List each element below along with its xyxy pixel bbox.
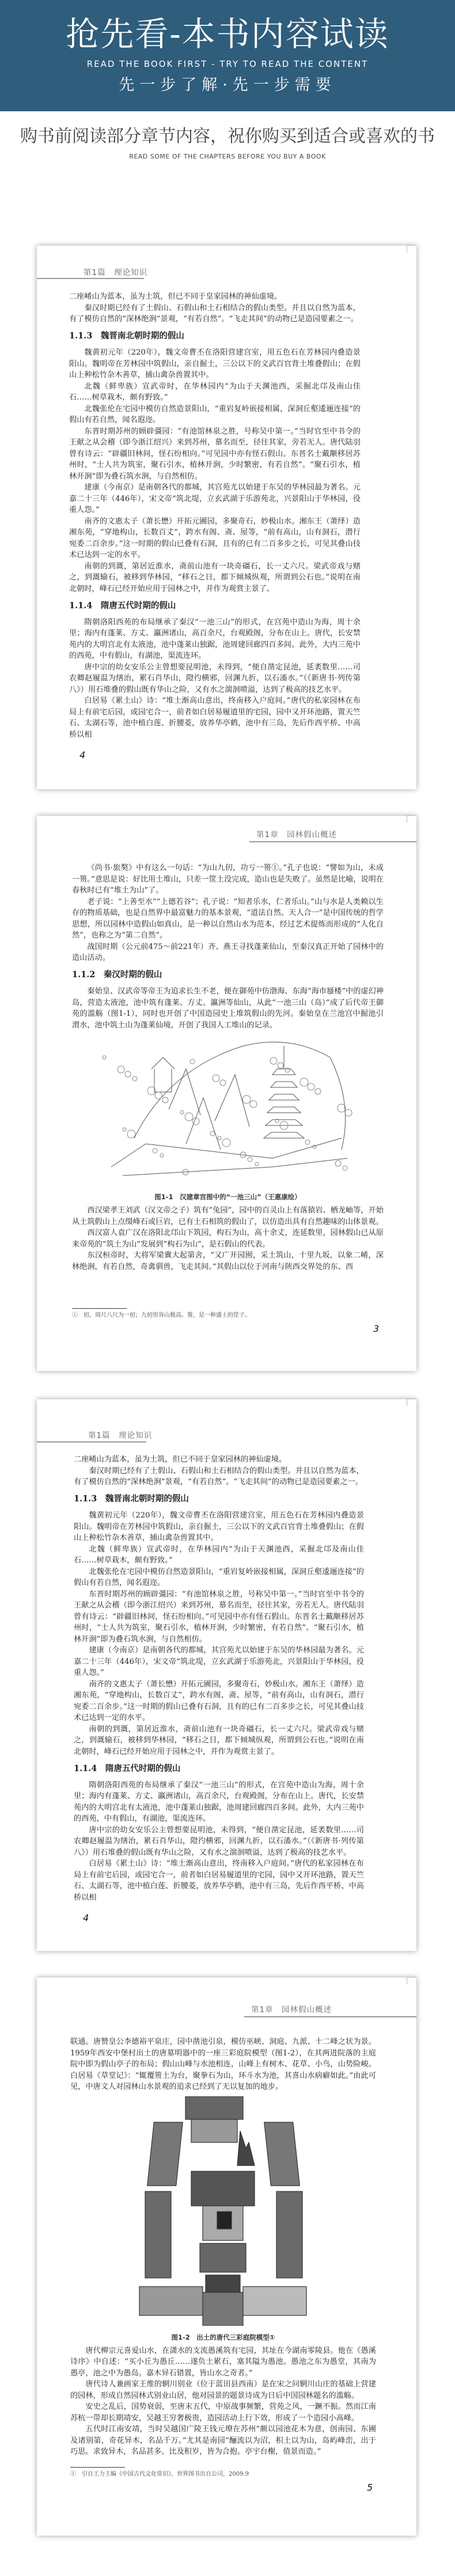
paragraph: 东晋时期苏州的顾辟彊园：“有池馆林泉之胜，号称吴中第一。”当时官至中书令的王献之从会稽（即今浙江绍兴）来到苏州，慕名而至，径往其家，旁若无人。唐代陆羽曾有诗云：“辟疆旧林间，怪石纷相向。”可见园中亦有怪石假山。东晋名士戴颙移居苏州时，“士人共为筑室，聚石引水，植林开涧，少时繁密，有若自然”。“聚石引水，植林开涧”即为叠石筑水涧，与自然相仿。	[69, 427, 361, 481]
running-head-rule	[37, 1441, 146, 1443]
page-corner-mark	[407, 815, 416, 823]
running-head: 第1篇 理论知识	[88, 1431, 153, 1440]
page-corner-mark	[407, 1977, 416, 1984]
paragraph: 北魏（鲜卑族）宣武帝时，在华林园内“为山于天渊池西，采掘北邙及南山佳石……树草栽木，颇有野致。”	[69, 382, 361, 402]
book-page-4	[37, 246, 416, 789]
paragraph: 南朝的到溉，第居近淮水，斋前山池有一块奇礓石，长一丈六尺。梁武帝戏与赌之，到溉输石，被移到华林园，“移石之日，都下倾城纵观，所谓到公石也。”说明在南北朝时，峰石已经开始应用于园林之中，并作为观赏主景了。	[74, 1724, 364, 1756]
paragraph: 秦汉时期已经有了土假山、石假山和土石相结合的假山类型。并且以自然为蓝本，有了模仿自然的“深林绝涧”景观，“有若自然”。“飞走其间”的动物已是造园要素之一。	[74, 1466, 364, 1486]
page-preview-stack	[37, 246, 416, 2559]
paragraph: 东晋时期苏州的顾辟彊园：“有池馆林泉之胜，号称吴中第一。”当时官至中书令的王献之从会稽（即今浙江绍兴）来到苏州，慕名而至，径往其家，旁若无人。唐代陆羽曾有诗云：“辟疆旧林间，怪石纷相向。”可见园中亦有怪石假山。东晋名士戴颙移居苏州时，“士人共为筑室，聚石引水，植林开涧，少时繁密，有若自然”。“聚石引水，植林开涧”即为叠石筑水涧，与自然相仿。	[74, 1590, 364, 1644]
paragraph: 南齐的文惠太子（萧长懋）开拓元圃园，多聚奇石，妙极山水。湘东王（萧绎）造湘东苑，“穿地构山，长数百丈”，跨水有阁、斋、屋等，“前有高山，山有洞石，潜行宛委二百余步。”这一时期的假山已叠有石洞，且有的已有二百多步之长，可见其叠山技术已达到一定的水平。	[69, 517, 361, 559]
figure	[72, 1034, 384, 1203]
paragraph: 唐中宗的幼女安乐公主曾想要昆明池，未得到，“便自凿定昆池，延袤数里……司农卿赵履温为缮治，累石肖华山，隥彴横邪，回渊九折，以石滀水。”（《新唐书·列传第八》）用石堆叠的假山既有华山之险，又有水之湍洄喷溢，达到了极高的技艺水平。	[74, 1825, 364, 1857]
running-head: 第1章 园林假山概述	[256, 830, 338, 839]
footnote-rule	[72, 1308, 127, 1309]
paragraph: 二座崤山为蓝本，虽为土筑，但已不同于皇家园林的神仙虚境。	[69, 292, 282, 301]
page-body	[74, 1454, 364, 1903]
paragraph: 建康（今南京）是南朝各代的都城，其宫苑尤以始建于东吴的华林园最为著名。元嘉二十三年（446年），宋文帝“筑北堤，立玄武湖于乐游苑北，兴景阳山于华林园，役重人怨。”	[74, 1646, 364, 1677]
paragraph: 魏黄初元年（220年），魏文帝曹丕在洛阳营建宫室，用五色石在芳林园内叠造景阳山。魏明帝在芳林园中筑假山，亲自掘土，三公以下的文武百官背土堆叠假山；在假山上种松竹杂木善草，捕山禽杂兽置其中。	[69, 348, 361, 379]
paragraph: 北魏张伦在宅园中模仿自然造景阳山，“重岩复岭嵌接相属，深洞丘壑逶逦连接”的假山有若自然，闻名遐迩。	[69, 404, 361, 424]
palace-landscape-illustration	[100, 1034, 356, 1185]
paragraph: 唐中宗的幼女安乐公主曾想要昆明池，未得到，“便自凿定昆池，延袤数里……司农卿赵履温为缮治，累石肖华山，隥彴横邪，回渊九折，以石滀水。”（《新唐书·列传第八》）用石堆叠的假山既有华山之险，又有水之湍洄喷溢，达到了极高的技艺水平。	[69, 662, 361, 694]
paragraph: 北魏（鲜卑族）宣武帝时，在华林园内“为山于天渊池西，采掘北邙及南山佳石……树草栽木，颇有野致。”	[74, 1545, 364, 1565]
page-number: 5	[367, 2481, 373, 2493]
page-body	[69, 291, 361, 740]
paragraph: 安史之乱后，国势衰弱，至唐末五代，中原战事频繁，营苑之风，一蹶不振。然而江南苏杭一带却长期靖安，吴越王穷奢极贵，造园活动上行下效，形成了一个造园小高峰。	[70, 2402, 376, 2423]
intro-headline: 购书前阅读部分章节内容，祝你购买到适合或喜欢的书	[20, 126, 435, 146]
paragraph: 隋朝洛阳西苑的布局继承了秦汉“一池三山”的形式，在宫苑中造山为海，周十余里；海内有蓬莱、方丈、瀛洲诸山，高百余尺，台观殿阁，分布在山上。唐代，长安禁苑内的大明宫北有太液池，池中蓬莱山独踞，池周建回廊四百多间。此外，大内三苑中的西苑，中有假山，有湖池，渠流连环。	[69, 617, 361, 660]
running-head-rule	[37, 278, 144, 279]
footnote-area	[72, 1299, 384, 1320]
paragraph: 白居易《累土山》诗：“堆土渐高山意出，终南移入户庭间。”唐代的私家园林在布局上有前宅后园，或园宅合一，前者如白居易履道里的宅园，园中又开环池路，置天竺石、太湖石等，池中植白莲、折腰菱，放养华亭鹤，池中有三岛，先后作西平桥、中高桥以相	[74, 1859, 364, 1902]
paragraph: 东汉桓帝时，大将军梁冀大起第舍，“又广开园囿，采土筑山，十里九坂，以象二崤，深林绝涧，有若自然，奇禽驯兽，飞走其间。”其假山以位于河南与陕西交界处的东、西	[72, 1251, 384, 1271]
page-number: 3	[373, 1323, 380, 1334]
page-number: 4	[83, 1912, 89, 1923]
paragraph: 老子说：“上善至水”“上德若谷”；孔子说：“知者乐水，仁者乐山。”山与水是人类赖以生存的物质基础，也是自然界中最富魅力的基本景观，“道法自然、天人合一”是中国传统的哲学思想，所以园林中造假山如真山，是一种以自然山水为范本，经过艺术提炼而形成的“人化自然”，也称之为“第二自然”。	[72, 897, 384, 940]
paragraph: 战国时期（公元前475～前221年）齐、燕王寻找蓬莱仙山，至秦汉真正开始了园林中的造山活动。	[72, 942, 384, 962]
paragraph: 秦始皇、汉武帝等帝王为追求长生不老，便在御苑中仿渤海、东海“海市蜃楼”中的虚幻神岛，营造太液池，池中筑有蓬莱、方丈、瀛洲等仙山，从此“一池三山（岛）”成了后代帝王御苑的滥觞（图1-1），同时也开创了中国造园史上堆筑假山的先河。秦始皇在兰池宫中掘池引渭水，池中筑土山为蓬莱仙境，开创了我国人工堆山的记录。	[72, 987, 384, 1030]
paragraph: 唐代柳宗元喜爱山水，在潇水的支流愚溪筑有宅园，其址在今湖南零陵县。他在《愚溪诗序》中自述：“买小丘为愚丘……遂负土累石，塞其隘为愚池。愚池之东为愚堂，其南为愚亭，池之中为愚岛。嘉木异石错置，皆山水之奇者。”	[70, 2346, 376, 2378]
section-heading: 1.1.4 隋唐五代时期的假山	[74, 1763, 181, 1773]
preview-banner	[0, 0, 455, 111]
paragraph: 白居易《累土山》诗：“堆土渐高山意出，终南移入户庭间。”唐代的私家园林在布局上有前宅后园，或园宅合一，前者如白居易履道里的宅园，园中又开环池路，置天竺石、太湖石等，池中植白莲、折腰菱，放养华亭鹤，池中有三岛，先后作西平桥、中高桥以相	[69, 696, 361, 739]
figure-caption: 图1-1 汉建章宫图中的“一池三山”（王惠康绘）	[154, 1193, 301, 1201]
paragraph: 建康（今南京）是南朝各代的都城，其宫苑尤以始建于东吴的华林园最为著名。元嘉二十三年（446年），宋文帝“筑北堤，立玄武湖于乐游苑北，兴景阳山于华林园，役重人怨。”	[69, 483, 361, 514]
book-page-5	[37, 1978, 416, 2536]
paragraph: 魏黄初元年（220年），魏文帝曹丕在洛阳营建宫室，用五色石在芳林园内叠造景阳山。魏明帝在芳林园中筑假山，亲自掘土，三公以下的文武百官背土堆叠假山；在假山上种松竹杂木善草，捕山禽杂兽置其中。	[74, 1511, 364, 1542]
book-page-4-repeat	[37, 1399, 416, 1951]
figure-caption: 图1-2 出土的唐代三彩庭院模型①	[171, 2333, 275, 2341]
banner-slogan: 先一步了解·先一步需要	[119, 76, 336, 94]
section-heading: 1.1.3 魏晋南北朝时期的假山	[74, 1494, 189, 1504]
banner-title: 抢先看-本书内容试读	[66, 14, 389, 54]
footnote: ① 引自王力主编《中国古代文化常识》，世界图书出自公司，2009.9	[70, 2470, 249, 2477]
banner-subtitle-en: READ THE BOOK FIRST - TRY TO READ THE CONTENT	[86, 59, 369, 69]
running-head: 第1篇 理论知识	[84, 268, 148, 277]
figure	[70, 2096, 376, 2343]
paragraph: 五代时江南安靖，当时吴越国广陵王钱元璙在苏州“颇以园池花木为意，创南园、东圃及诸别第，奇花异木，名品千万。”尤其是南园“酾流以为沼，积土以为山，岛屿峰峦，出于巧思。求致异木，名品甚多。比及积岁，皆为合抱。亭宇台榭，值景而造。”	[70, 2425, 376, 2456]
page-body	[72, 863, 384, 1272]
running-head-rule	[244, 2016, 416, 2017]
page-corner-mark	[407, 245, 416, 253]
paragraph: 西汉梁孝王刘武（汉文帝之子）筑有“兔园”，园中的百灵山上有落猿岩、栖龙岫等，开始从土筑假山上点缀峰石或巨岩，已有土石相筑的假山了，以仿造出具有自然趣味的山体景观。	[72, 1206, 384, 1226]
page-body	[70, 2036, 376, 2458]
paragraph: 《尚书·旅獒》中有这么一句话：“为山九仞，功亏一篑①。”孔子也说：“譬如为山，未成一篑。”意思是说：好比用土堆山，只差一筐土没完成，造山也是失败了。虽然是比喻，说明在春秋时已有“堆土为山”了。	[72, 864, 384, 895]
paragraph: 唐代诗人兼画家王维的辋川别业（位于蓝田县西南）是在宋之问辋川山庄的基础上营建的园林，形成自然园林式别业山居，他对园景的题景诗成为日后中国园林题名的滥觞。	[70, 2380, 376, 2400]
running-head: 第1章 园林假山概述	[251, 2005, 332, 2014]
paragraph: 隋朝洛阳西苑的布局继承了秦汉“一池三山”的形式，在宫苑中造山为海，周十余里；海内有蓬莱、方丈、瀛洲诸山，高百余尺，台观殿阁，分布在山上。唐代，长安禁苑内的大明宫北有太液池，池中蓬莱山独踞，池周建回廊四百多间。此外，大内三苑中的西苑，中有假山，有湖池，渠流连环。	[74, 1780, 364, 1823]
paragraph: 二座崤山为蓝本，虽为土筑，但已不同于皇家园林的神仙虚境。	[74, 1455, 287, 1464]
paragraph: 南朝的到溉，第居近淮水，斋前山池有一块奇礓石，长一丈六尺。梁武帝戏与赌之，到溉输石，被移到华林园，“移石之日，都下倾城纵观，所谓到公石也。”说明在南北朝时，峰石已经开始应用于园林之中，并作为观赏主景了。	[69, 562, 361, 593]
tang-courtyard-model-photo	[134, 2096, 313, 2326]
paragraph: 联通。唐赞皇公李德裕平泉庄，园中凿池引泉，模仿巫峡、洞庭、九派、十二峰之状为景。1959年西安中堡村出土的唐墓明器中的一座三彩庭院模型（图1-2），在其两进院落的主庭院中即为假山亭子的布局；假山山峰与水池相连，山峰上有树木、花草、小鸟，山势险峻。白居易《草堂记》：“辄覆篑土为台，聚拳石为山，环斗水为池，其喜山水病癖如此。”由此可见，中唐文人对园林山水景观的追求已经到了无以复加的地步。	[70, 2038, 376, 2091]
paragraph: 北魏张伦在宅园中模仿自然造景阳山，“重岩复岭嵌接相属，深洞丘壑逶逦连接”的假山有若自然，闻名遐迩。	[74, 1567, 364, 1587]
running-head-rule	[249, 841, 416, 842]
intro-headline-en: READ SOME OF THE CHAPTERS BEFORE YOU BUY A BOOK	[129, 153, 326, 160]
page-number: 4	[79, 750, 86, 760]
page-corner-mark	[407, 1399, 416, 1406]
book-page-3	[37, 816, 416, 1371]
paragraph: 秦汉时期已经有了土假山、石假山和土石相结合的假山类型。并且以自然为蓝本，有了模仿自然的“深林绝涧”景观，“有若自然”。“飞走其间”的动物已是造园要素之一。	[69, 303, 361, 323]
section-heading: 1.1.3 魏晋南北朝时期的假山	[69, 331, 184, 341]
footnote: ① 仞，周尺八尺为一仞；九仞形容山极高。篑，是一种盛土的筐子。	[72, 1312, 251, 1319]
footnote-area	[70, 2458, 376, 2479]
paragraph: 南齐的文惠太子（萧长懋）开拓元圃园，多聚奇石，妙极山水。湘东王（萧绎）造湘东苑，“穿地构山，长数百丈”，跨水有阁、斋、屋等，“前有高山，山有洞石，潜行宛委二百余步。”这一时期的假山已叠有石洞，且有的已有二百多步之长，可见其叠山技术已达到一定的水平。	[74, 1679, 364, 1722]
section-heading: 1.1.4 隋唐五代时期的假山	[69, 600, 176, 611]
section-heading: 1.1.2 秦汉时期的假山	[72, 970, 162, 980]
paragraph: 西汉富人袁广汉在洛阳北邙山下筑园，构石为山，高十余丈，连延数里，园林假山已从原来帝苑的“筑土为山”发展到“构石为山”，是石假山的代表。	[72, 1229, 384, 1249]
footnote-rule	[70, 2467, 125, 2468]
